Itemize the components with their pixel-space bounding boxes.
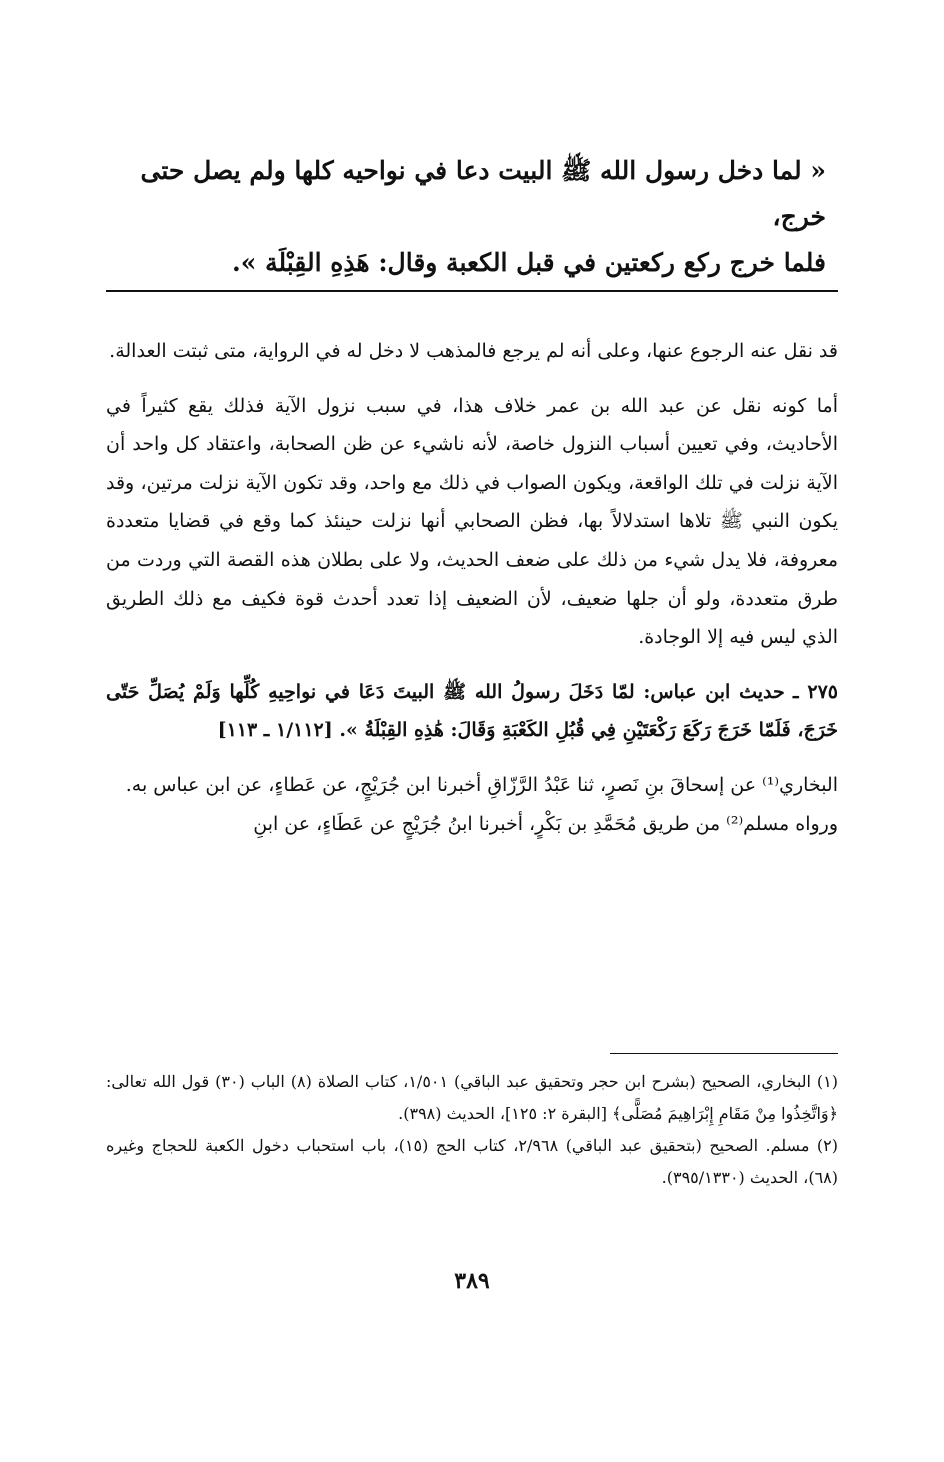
paragraph-1: قد نقل عنه الرجوع عنها، وعلى أنه لم يرجع فالمذهب لا دخل له في الرواية، متى ثبتت العدالة.	[109, 340, 838, 362]
footnote-divider	[610, 1053, 838, 1054]
hadith-number: ٢٧٥ ـ	[793, 680, 839, 703]
paragraph-4: البخاري⁽¹⁾ عن إسحاقَ بنِ نَصرٍ، ثنا عَبْدُ الرَّزّاقِ أخبرنا ابن جُرَيْجٍ، عن عَطاءٍ، عن ابن عباس به.	[125, 773, 838, 796]
footnotes	[106, 1066, 838, 1194]
main-text	[106, 332, 838, 843]
footnote-1: (١) البخاري، الصحيح (بشرح ابن حجر وتحقيق عبد الباقي) ١/٥٠١، كتاب الصلاة (٨) الباب (٣٠) قول الله تعالى: ﴿وَاتَّخِذُوا مِنْ مَقَامِ إِبْرَاهِيمَ مُصَلًّى﴾ [البقرة ٢: ١٢٥]، الحديث (٣٩٨).	[106, 1072, 839, 1123]
hadith-text: حديث ابن عباس: لمّا دَخَلَ رسولُ الله ﷺ البيتَ دَعَا في نواحِيهِ كُلِّها وَلَمْ يُصَلِّ حَتّى خَرَجَ، فَلَمّا خَرَجَ رَكَعَ رَكْعَتَيْنِ فِي قُبُلِ الكَعْبَةِ وَقَالَ: هَٰذِهِ القِبْلَةُ ». [١/١١٢ ـ ١١٣]	[106, 680, 838, 742]
footnote-2: (٢) مسلم. الصحيح (بتحقيق عبد الباقي) ٢/٩٦٨، كتاب الحج (١٥)، باب استحباب دخول الكعبة للحجاج وغيره (٦٨)، الحديث (٣٩٥/١٣٣٠).	[106, 1136, 838, 1187]
header-quote	[106, 148, 826, 286]
header-line-2: فلما خرج ركع ركعتين في قبل الكعبة وقال: هَذِهِ القِبْلَة ».	[232, 248, 826, 277]
header-line-1: « لما دخل رسول الله ﷺ البيت دعا في نواحيه كلها ولم يصل حتى خرج،	[140, 156, 826, 231]
paragraph-2: أما كونه نقل عن عبد الله بن عمر خلاف هذا، في سبب نزول الآية فذلك يقع كثيراً في الأحاديث، وفي تعيين أسباب النزول خاصة، لأنه ناشيء عن ظن الصحابة، واعتقاد كل واحد أن الآية نزلت في تلك الواقعة، ويكون الصواب في ذلك مع واحد، وقد تكون الآية نزلت مرتين، وقد يكون النبي ﷺ تلاها استدلالاً بها، فظن الصحابي أنها نزلت حينئذ كما وقع في قضايا متعددة معروفة، فلا يدل شيء من ذلك على ضعف الحديث، ولا على بطلان هذه القصة التي وردت من طرق متعددة، ولو أن جلها ضعيف، لأن الضعيف إذا تعدد أحدث قوة فكيف مع ذلك الطريق الذي ليس فيه إلا الوجادة.	[106, 394, 838, 649]
hadith-paragraph	[106, 673, 838, 750]
paragraph-5: ورواه مسلم⁽²⁾ من طريق مُحَمَّدِ بن بَكْرٍ، أخبرنا ابنُ جُرَيْجٍ عن عَطَاءٍ، عن ابنِ	[253, 812, 838, 835]
header-divider	[106, 290, 838, 292]
page-number: ٣٨٩	[454, 1268, 490, 1294]
